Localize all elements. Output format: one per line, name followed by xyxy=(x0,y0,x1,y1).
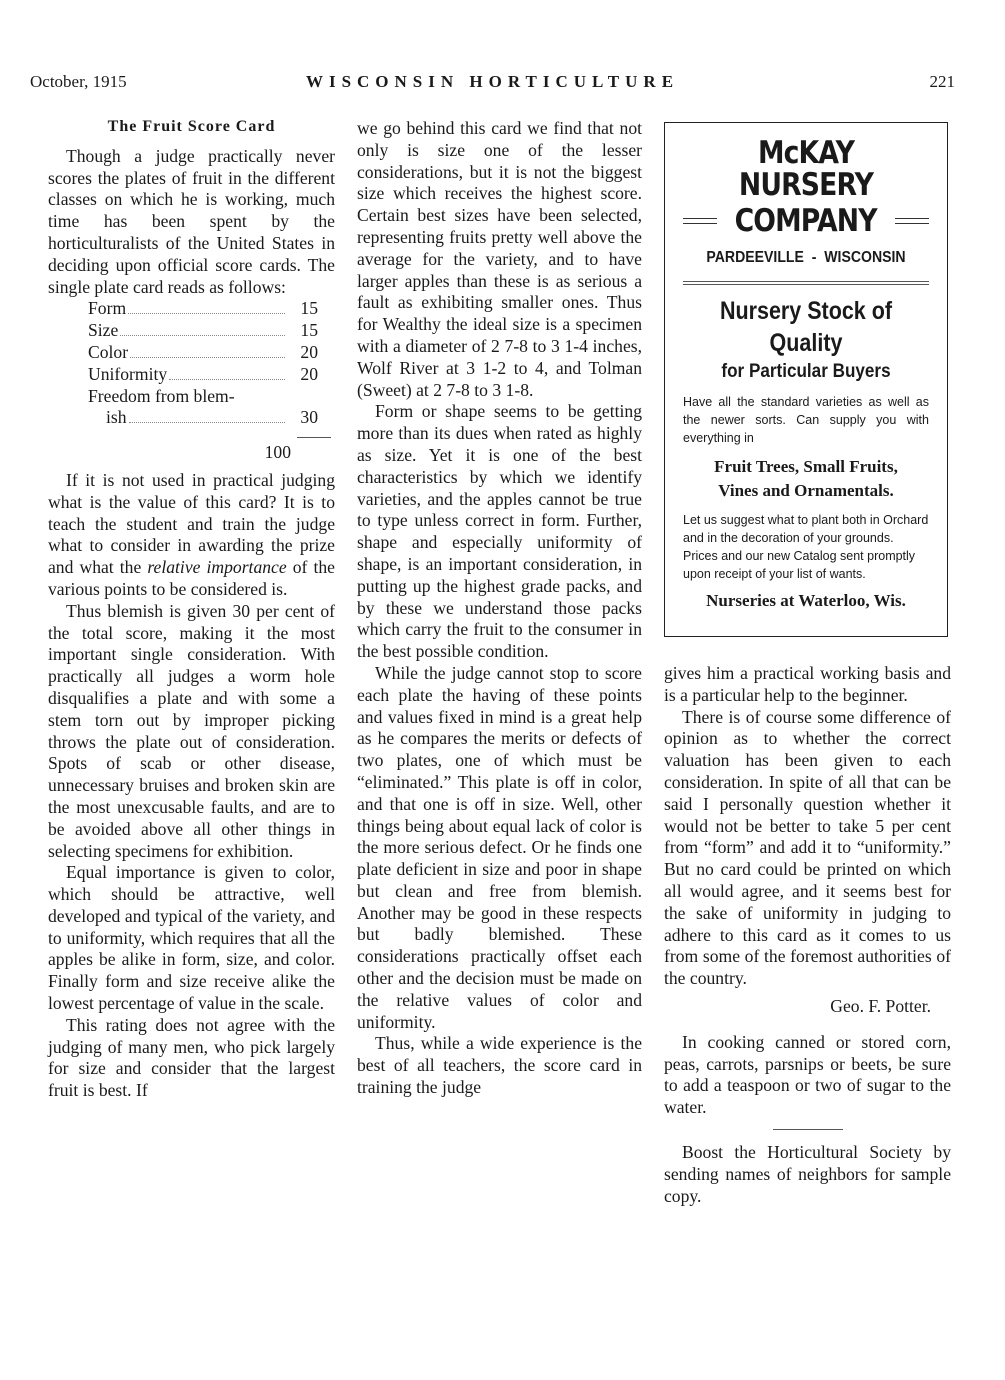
ad-text-prices: Prices and our new Catalog sent promptly upon receipt of your list of wants. xyxy=(683,549,916,581)
score-label-text: Freedom from blem- xyxy=(88,385,235,406)
score-label-text: Size xyxy=(88,320,119,341)
score-label-text: Form xyxy=(88,298,127,319)
author-signature: Geo. F. Potter. xyxy=(830,995,931,1016)
score-leader-dots xyxy=(128,313,285,314)
ad-headline-1: Nursery Stock of xyxy=(719,297,893,325)
score-value: 15 xyxy=(300,298,318,319)
ad-location: PARDEEVILLE - WISCONSIN xyxy=(706,249,906,266)
note-divider xyxy=(773,1129,843,1130)
paragraph-intro: Though a judge practically never scores the plates of fruit in the different classes on which he is working, much time has been spent by the horticulturalists of the United States in deciding upon official score cards. The single plate card reads as follows: xyxy=(48,145,335,297)
paragraph-rating-cont: we go behind this card we find that not only is size one of the lesser considerations, but it is not the biggest size which receives the highest score. Certain best sizes have been selected, representing fruits pretty well above the average for the variety, and to have larger apples than these is as serious a fault as exhibiting smaller ones. Thus for Wealthy the ideal size is a specimen with a diameter of 2 7-8 to 3 1-4 inches, Wolf River at 3 1-2 to 4, and Tolman (Sweet) at 2 7-8 to 3 1-8. xyxy=(357,118,642,400)
ad-products-1: Fruit Trees, Small Fruits, xyxy=(714,457,898,476)
ad-divider xyxy=(683,281,929,285)
paragraph-experience: Thus, while a wide experience is the best of all teachers, the score card in training the judge xyxy=(357,1033,642,1098)
ad-subhead: for Particular Buyers xyxy=(721,361,891,382)
score-total-rule xyxy=(297,437,331,438)
score-row xyxy=(88,386,318,408)
score-label-text: Uniformity xyxy=(88,363,168,384)
score-value: 20 xyxy=(300,363,318,384)
note-cooking: In cooking canned or stored corn, peas, carrots, parsnips or beets, be sure to add a teaspoon or two of sugar to the water. xyxy=(664,1031,951,1118)
score-leader-dots xyxy=(169,379,285,380)
score-value: 20 xyxy=(300,341,318,362)
ad-company-row xyxy=(683,203,929,239)
score-leader-dots xyxy=(129,422,285,423)
ad-rule-left xyxy=(683,218,717,224)
score-label xyxy=(88,320,288,342)
score-label xyxy=(88,407,288,429)
ad-company-name: McKAY NURSERY xyxy=(738,135,874,203)
score-label xyxy=(88,298,288,320)
ad-text-varieties: Have all the standard varieties as well as the newer sorts. Can supply you with everything in xyxy=(683,395,929,445)
paragraph-judge: While the judge cannot stop to score each plate the having of these points and values fixed in mind is a great help as he compares the merits or defects of two plates, one of which must be “eliminated.” This plate is off in color, and that one is off in size. Well, other things being about equal lack of color is the more serious defect. Or he finds one plate deficient in size and poor in shape but clean and free from blemish. Another may be good in these respects but badly blemished. These considerations practically offset each other and the decision must be made on the relative values of color and uniformity. xyxy=(357,662,642,1032)
score-value: 15 xyxy=(300,320,318,341)
nursery-advertisement xyxy=(664,122,948,637)
score-label xyxy=(88,364,288,386)
ad-footer: Nurseries at Waterloo, Wis. xyxy=(706,591,906,610)
score-label-text: ish xyxy=(106,407,127,428)
page-number: 221 xyxy=(929,72,955,91)
paragraph-rating: This rating does not agree with the judging of many men, who pick largely for size and consider that the largest fruit is best. If xyxy=(48,1014,335,1101)
note-boost: Boost the Horticultural Society by sending names of neighbors for sample copy. xyxy=(664,1141,951,1206)
score-label xyxy=(88,386,288,408)
column-1 xyxy=(48,116,335,1102)
column-3 xyxy=(664,663,951,1207)
paragraph-color: Equal importance is given to color, which should be attractive, well developed and typical of the variety, and to uniformity, which requires that all the apples be alike in form, size, and color. Finally form and size receive alike the lowest percentage of value in the scale. xyxy=(48,862,335,1014)
ad-products-2: Vines and Ornamentals. xyxy=(718,481,894,500)
paragraph-value-text-b: of the various points to be considered is. xyxy=(48,557,335,599)
paragraph-experience-cont: gives him a practical working basis and is a particular help to the beginner. xyxy=(664,663,951,705)
score-row xyxy=(88,342,318,364)
ad-rule-right xyxy=(895,218,929,224)
score-card-table xyxy=(88,298,318,429)
paragraph-opinion: There is of course some difference of opinion as to whether the correct valuation has been given to each consideration. In spite of all that can be said I personally question whether it would not be better to take 5 per cent from “form” and add it to “uniformity.” But no card could be printed on which all would agree, and it seems best for the sake of uniformity in judging to adhere to this card as it comes to us from some of the foremost authorities of the country. xyxy=(664,706,951,989)
column-2 xyxy=(357,118,642,1099)
ad-headline-2: Quality xyxy=(769,329,843,357)
score-row xyxy=(88,407,318,429)
score-row xyxy=(88,320,318,342)
score-total: 100 xyxy=(264,442,291,463)
score-row xyxy=(88,364,318,386)
score-label xyxy=(88,342,288,364)
paragraph-value xyxy=(48,470,335,601)
issue-date: October, 1915 xyxy=(30,72,127,91)
score-value: 30 xyxy=(300,407,318,428)
running-header xyxy=(30,72,955,98)
paragraph-form: Form or shape seems to be getting more than its dues when rated as highly as size. Yet it is one of the best characteristics by which we identify varieties, and the apples cannot be true to type unless correct in form. Further, shape and especially uniformity of shape, is an important consideration, in putting up the highest grade packs, and by these we understand those packs which carry the fruit to the consumer in the best possible condition. xyxy=(357,401,642,662)
emphasis-relative-importance: relative importance xyxy=(147,557,287,578)
article-title: The Fruit Score Card xyxy=(107,118,276,135)
paragraph-blemish: Thus blemish is given 30 per cent of the total score, making it the most important single consideration. With practically all judges a worm hole disqualifies a plate and with some a stem torn out by improper picking throws the plate out of consideration. Spots of scab or other disease, unnecessary bruises and broken skin are the most unexcusable faults, and are to be avoided above all other things in selecting specimens for exhibition. xyxy=(48,600,335,861)
ad-company-word: COMPANY xyxy=(734,203,878,239)
score-row xyxy=(88,298,318,320)
paragraph-value-text-a: If it is not used in practical judging what is the value of this card? It is to teach the student and train the judge what to consider in awarding the prize and what the xyxy=(48,469,335,578)
ad-text-suggest: Let us suggest what to plant both in Orchard and in the decoration of your grounds. xyxy=(683,513,929,545)
score-leader-dots xyxy=(130,357,285,358)
journal-title: WISCONSIN HORTICULTURE xyxy=(305,72,680,91)
score-leader-dots xyxy=(120,335,285,336)
score-label-text: Color xyxy=(88,341,129,362)
